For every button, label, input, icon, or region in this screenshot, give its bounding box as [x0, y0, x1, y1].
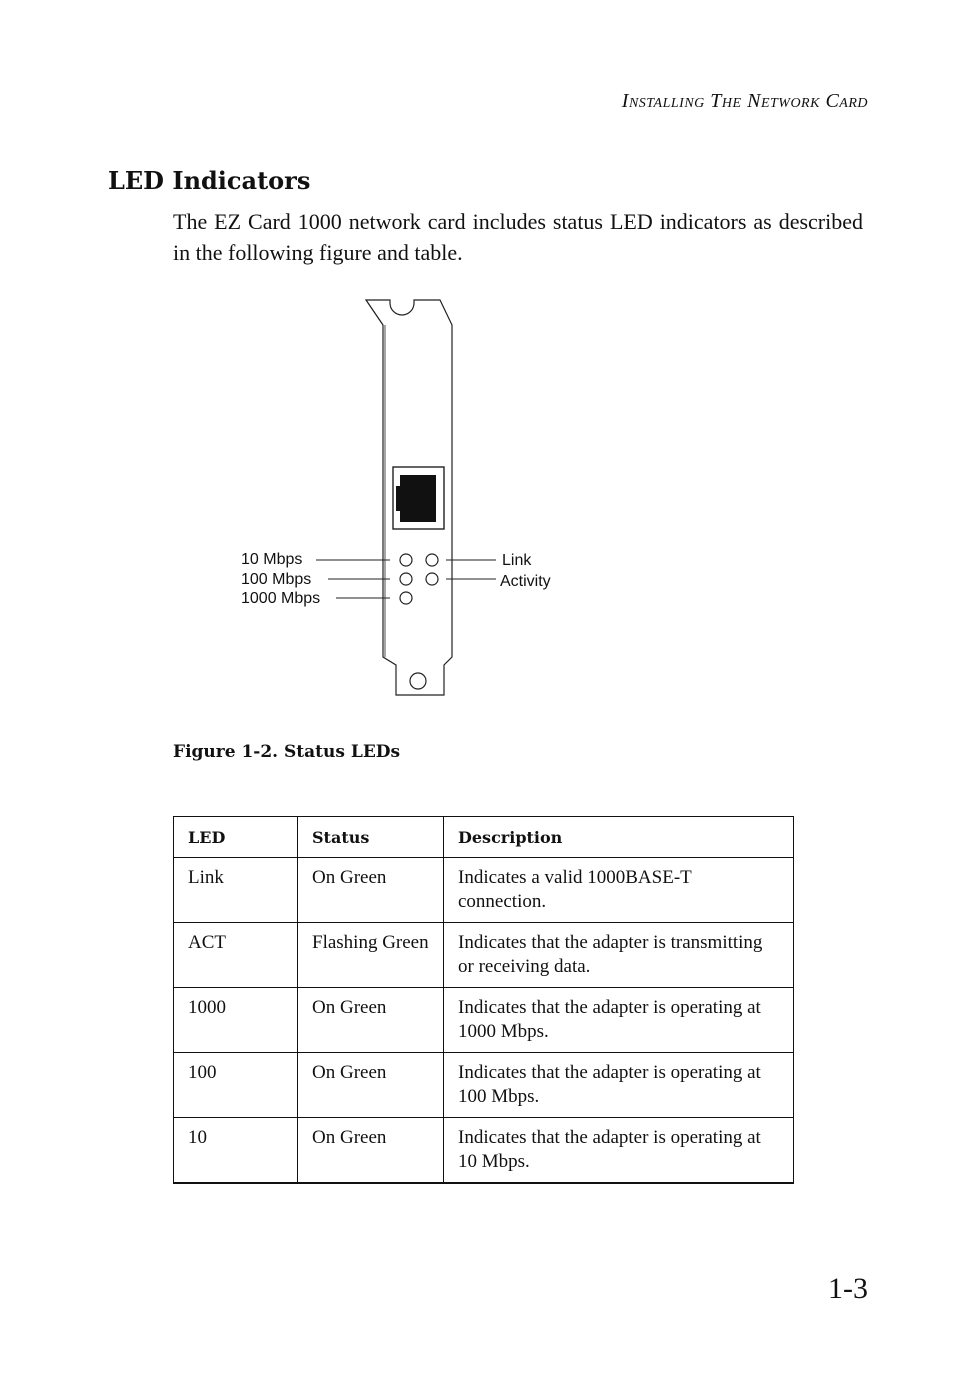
- column-header-description: Description: [444, 817, 794, 858]
- running-head-word: Card: [825, 90, 868, 112]
- column-header-status: Status: [298, 817, 444, 858]
- table-row: [174, 858, 794, 923]
- label-100-mbps: 100 Mbps: [241, 571, 312, 588]
- table-row: [174, 1053, 794, 1118]
- page-number: 1-3: [828, 1272, 868, 1305]
- table-row: [174, 923, 794, 988]
- led-1000-mbps: [400, 592, 412, 604]
- cell-led: ACT: [174, 923, 298, 988]
- label-1000-mbps: 1000 Mbps: [241, 590, 321, 607]
- running-head: [622, 90, 868, 113]
- table-row: [174, 988, 794, 1053]
- intro-paragraph: The EZ Card 1000 network card includes status LED indicators as described in the following figure and table.: [173, 209, 863, 265]
- label-link: Link: [502, 552, 532, 569]
- cell-status: On Green: [298, 1053, 444, 1118]
- label-10-mbps: 10 Mbps: [241, 551, 303, 568]
- cell-description: Indicates that the adapter is operating at 10 Mbps.: [444, 1118, 794, 1184]
- running-head-word: Network: [747, 90, 820, 112]
- figure-caption: Figure 1-2. Status LEDs: [173, 742, 401, 762]
- label-activity: Activity: [500, 573, 551, 590]
- section-title: LED Indicators: [108, 166, 311, 195]
- running-head-word: Installing: [621, 90, 705, 112]
- cell-led: 10: [174, 1118, 298, 1184]
- cell-led: 100: [174, 1053, 298, 1118]
- cell-status: Flashing Green: [298, 923, 444, 988]
- led-status-table: [173, 816, 794, 1184]
- led-link: [426, 554, 438, 566]
- bracket-fold-line: [366, 300, 383, 325]
- status-led-figure: [230, 295, 590, 705]
- mounting-hole: [410, 673, 426, 689]
- cell-description: Indicates that the adapter is transmitting or receiving data.: [444, 923, 794, 988]
- cell-description: Indicates that the adapter is operating at 100 Mbps.: [444, 1053, 794, 1118]
- led-100-mbps: [400, 573, 412, 585]
- table-row: [174, 1118, 794, 1184]
- led-activity: [426, 573, 438, 585]
- network-card-bracket-diagram: [230, 295, 590, 705]
- cell-description: Indicates that the adapter is operating at 1000 Mbps.: [444, 988, 794, 1053]
- running-head-word: The: [710, 90, 742, 112]
- cell-description: Indicates a valid 1000BASE-T connection.: [444, 858, 794, 923]
- table-header-row: [174, 817, 794, 858]
- led-10-mbps: [400, 554, 412, 566]
- cell-led: 1000: [174, 988, 298, 1053]
- cell-status: On Green: [298, 1118, 444, 1184]
- cell-status: On Green: [298, 858, 444, 923]
- cell-led: Link: [174, 858, 298, 923]
- rj45-port: [396, 475, 436, 522]
- cell-status: On Green: [298, 988, 444, 1053]
- column-header-led: LED: [174, 817, 298, 858]
